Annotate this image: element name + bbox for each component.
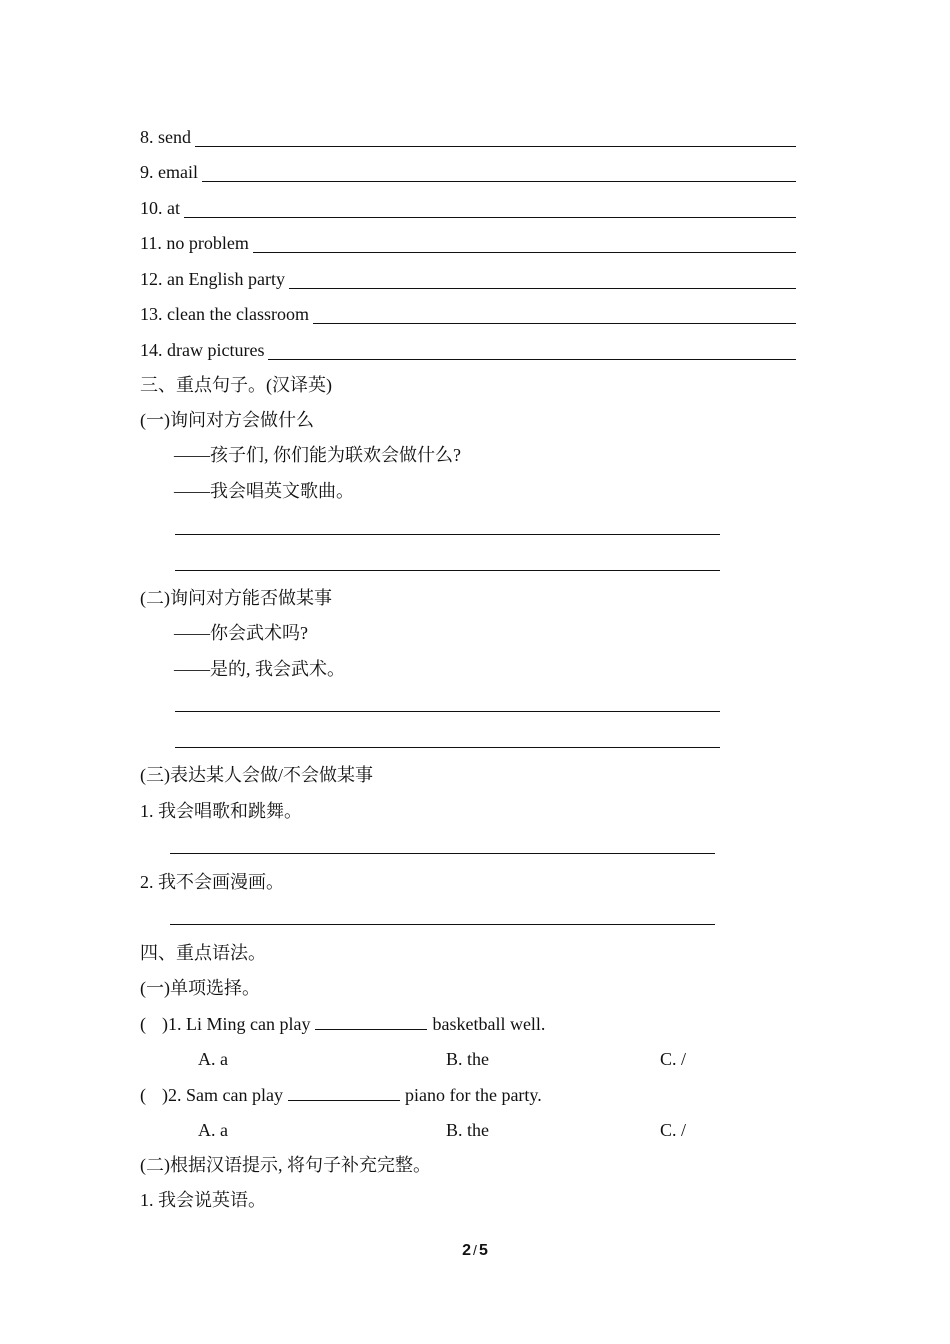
answer-paren[interactable]: ( — [140, 1085, 146, 1105]
page-separator: / — [473, 1242, 477, 1258]
option-a[interactable]: A. a — [198, 1049, 228, 1069]
sentence-prompt: 2. 我不会画漫画。 — [140, 872, 284, 892]
vocab-item-12 — [140, 267, 796, 291]
answer-line[interactable] — [175, 570, 720, 571]
choice-question-1 — [140, 1012, 545, 1036]
question-text: )2. Sam can play — [162, 1085, 283, 1105]
section-4-title: 四、重点语法。 — [140, 943, 266, 963]
answer-paren[interactable]: ( — [140, 1014, 146, 1034]
section-3-title: 三、重点句子。(汉译英) — [140, 375, 332, 395]
answer-blank[interactable] — [289, 270, 796, 289]
section-4-part-1-title: (一)单项选择。 — [140, 978, 260, 998]
vocab-label: 13. clean the classroom — [140, 304, 309, 324]
vocab-item-14 — [140, 338, 796, 362]
choice-question-2 — [140, 1083, 542, 1107]
answer-blank[interactable] — [313, 305, 796, 324]
answer-blank[interactable] — [184, 199, 796, 218]
question-text: )1. Li Ming can play — [162, 1014, 311, 1034]
question-text: piano for the party. — [404, 1085, 542, 1105]
answer-line[interactable] — [170, 924, 715, 925]
answer-blank[interactable] — [202, 163, 796, 182]
vocab-label: 9. email — [140, 162, 198, 182]
answer-line[interactable] — [170, 853, 715, 854]
answer-blank[interactable] — [315, 1013, 427, 1030]
vocab-label: 12. an English party — [140, 269, 285, 289]
prompt-answer: ——是的, 我会武术。 — [174, 659, 345, 679]
option-b[interactable]: B. the — [446, 1049, 489, 1069]
prompt-question: ——你会武术吗? — [174, 623, 308, 643]
vocab-item-11 — [140, 231, 796, 255]
vocab-item-10 — [140, 196, 796, 220]
sentence-prompt: 1. 我会说英语。 — [140, 1190, 266, 1210]
answer-line[interactable] — [175, 747, 720, 748]
question-text: basketball well. — [432, 1014, 546, 1034]
vocab-item-8 — [140, 125, 796, 149]
vocab-label: 11. no problem — [140, 233, 249, 253]
sentence-prompt: 1. 我会唱歌和跳舞。 — [140, 801, 302, 821]
option-c[interactable]: C. / — [660, 1120, 687, 1140]
answer-blank[interactable] — [253, 234, 796, 253]
option-b[interactable]: B. the — [446, 1120, 489, 1140]
prompt-question: ——孩子们, 你们能为联欢会做什么? — [174, 445, 461, 465]
page-number — [0, 1242, 950, 1260]
vocab-label: 10. at — [140, 198, 180, 218]
answer-blank[interactable] — [268, 341, 796, 360]
answer-blank[interactable] — [195, 128, 796, 147]
page-total: 5 — [478, 1242, 488, 1259]
section-3-part-2-title: (二)询问对方能否做某事 — [140, 588, 332, 608]
prompt-answer: ——我会唱英文歌曲。 — [174, 481, 354, 501]
answer-blank[interactable] — [288, 1084, 400, 1101]
section-3-part-3-title: (三)表达某人会做/不会做某事 — [140, 765, 373, 785]
answer-line[interactable] — [175, 534, 720, 535]
vocab-label: 8. send — [140, 127, 191, 147]
vocab-item-9 — [140, 160, 796, 184]
section-4-part-2-title: (二)根据汉语提示, 将句子补充完整。 — [140, 1155, 431, 1175]
answer-line[interactable] — [175, 711, 720, 712]
option-a[interactable]: A. a — [198, 1120, 228, 1140]
option-c[interactable]: C. / — [660, 1049, 687, 1069]
section-3-part-1-title: (一)询问对方会做什么 — [140, 410, 314, 430]
vocab-item-13 — [140, 302, 796, 326]
page-current: 2 — [462, 1242, 472, 1259]
vocab-label: 14. draw pictures — [140, 340, 265, 360]
